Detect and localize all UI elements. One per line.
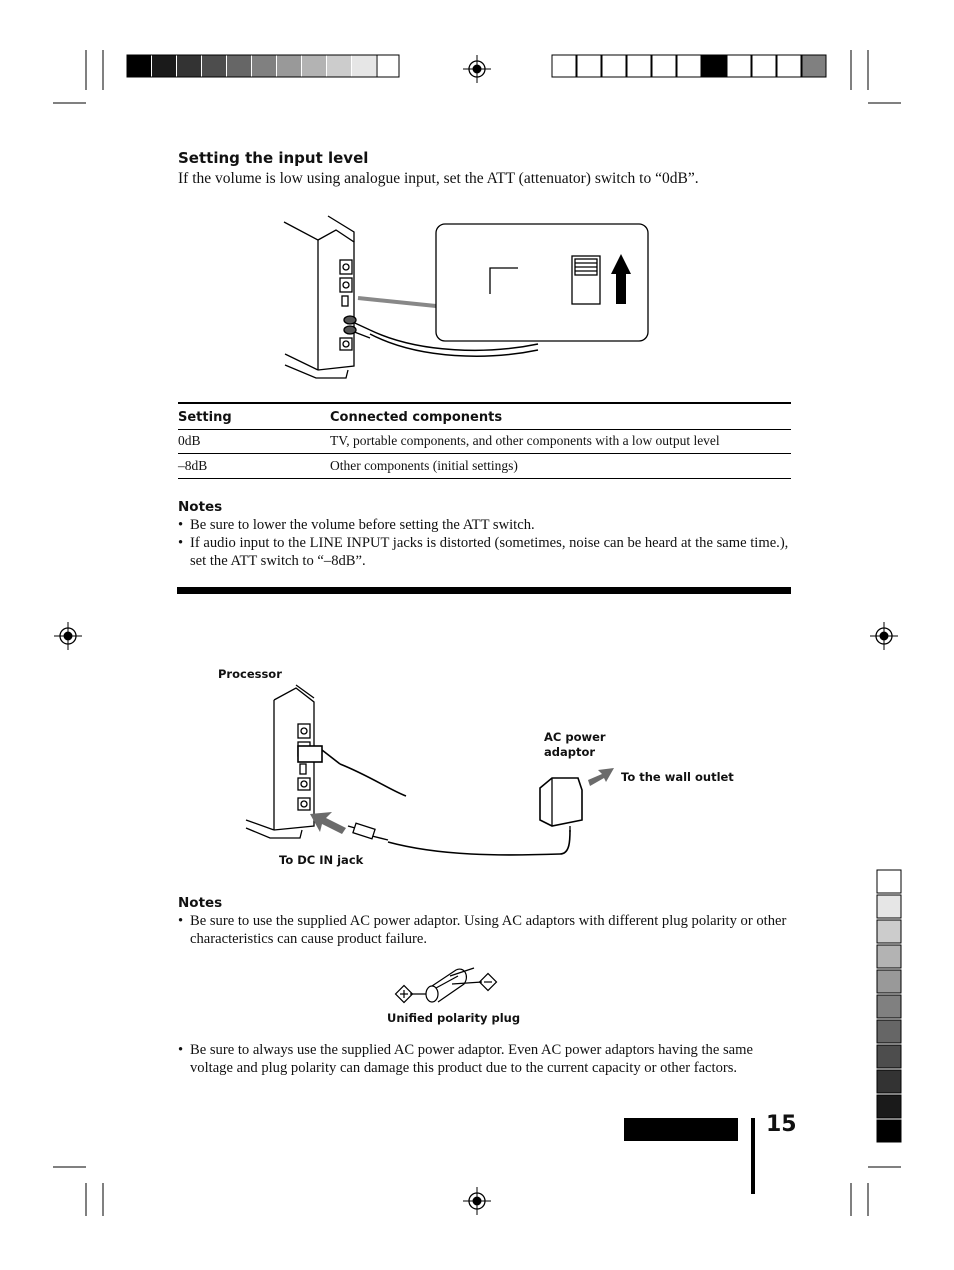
table-top-rule: [178, 402, 791, 404]
left-color-bar: [127, 55, 399, 77]
processor-label: Processor: [218, 667, 282, 681]
table-cell: Other components (initial settings): [330, 458, 518, 473]
polarity-plug-caption: Unified polarity plug: [387, 1011, 521, 1025]
section-tab: [624, 1118, 738, 1141]
table-rule: [178, 429, 791, 430]
note-text: Be sure to always use the supplied AC power adaptor. Even AC power adaptors having the same voltage and plug polarity can damage this product due to the current capacity or other factors.: [190, 1042, 753, 1076]
note-item: • Be sure to always use the supplied AC power adaptor. Even AC power adaptors having the same voltage and plug polarity can damage this product due to the current capacity or other factors.: [178, 1042, 753, 1076]
section-divider: [177, 587, 791, 594]
adaptor-label-line1: AC power: [544, 730, 606, 744]
att-switch-diagram: [270, 210, 670, 390]
registration-target-icon: [866, 618, 902, 654]
table-cell: –8dB: [178, 458, 208, 473]
table-header-components: Connected components: [330, 410, 503, 425]
table-header-setting: Setting: [178, 410, 232, 425]
ac-adaptor-diagram: [240, 680, 620, 860]
intro-text: If the volume is low using analogue input, set the ATT (attenuator) switch to “0dB”.: [178, 170, 699, 187]
note-item: • If audio input to the LINE INPUT jacks is distorted (sometimes, noise can be heard at the same time.), set the ATT switch to “–8dB”.: [178, 535, 789, 569]
top-print-marks: [0, 0, 954, 120]
section-heading: Setting the input level: [178, 149, 369, 167]
side-gray-strip: [874, 868, 904, 1144]
table-bottom-rule: [178, 478, 791, 479]
notes-title: Notes: [178, 895, 223, 911]
wall-arrow-icon: [588, 768, 614, 786]
page-number: 15: [766, 1112, 797, 1137]
polarity-plug-icon: [392, 958, 502, 1010]
registration-target-icon: [50, 618, 86, 654]
dc-in-label: To DC IN jack: [279, 853, 364, 867]
note-text: Be sure to use the supplied AC power adaptor. Using AC adaptors with different plug polarity or other characteristics can cause product failure.: [190, 913, 787, 947]
note-text: Be sure to lower the volume before setting the ATT switch.: [190, 517, 535, 533]
note-text: If audio input to the LINE INPUT jacks is distorted (sometimes, noise can be heard at the same time.), set the ATT switch to “–8dB”.: [190, 535, 789, 569]
registration-target-icon: [463, 1187, 491, 1215]
adaptor-label-line2: adaptor: [544, 745, 596, 759]
table-cell: TV, portable components, and other components with a low output level: [330, 433, 720, 448]
note-item: • Be sure to use the supplied AC power adaptor. Using AC adaptors with different plug polarity or other characteristics can cause product failure.: [178, 913, 787, 947]
right-color-bar: [552, 55, 826, 77]
note-item: • Be sure to lower the volume before setting the ATT switch.: [178, 517, 535, 533]
bottom-print-marks: [0, 1150, 954, 1270]
table-cell: 0dB: [178, 433, 201, 448]
dc-in-arrow-icon: [310, 812, 346, 834]
table-rule: [178, 453, 791, 454]
wall-outlet-label: To the wall outlet: [621, 770, 734, 784]
notes-title: Notes: [178, 499, 223, 515]
registration-target-icon: [463, 55, 491, 83]
